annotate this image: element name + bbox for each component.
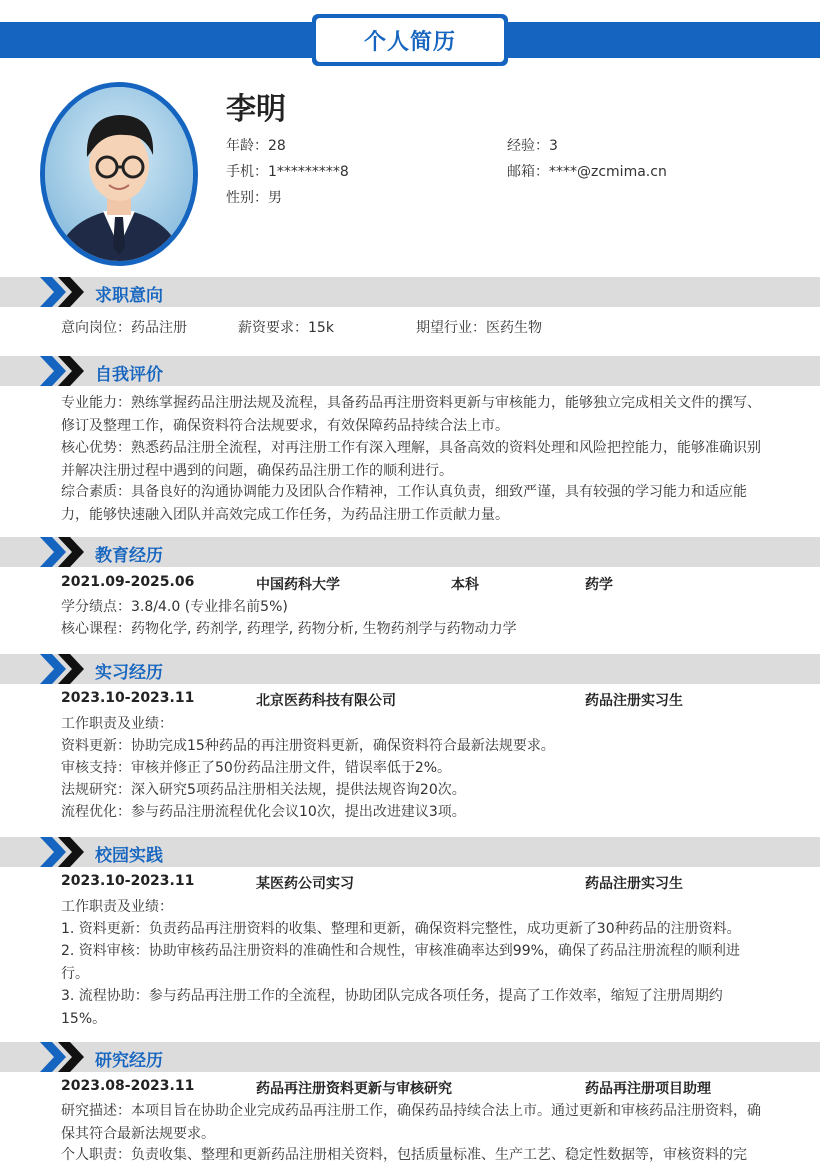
double-chevron-icon — [40, 537, 90, 567]
portrait-image — [45, 87, 193, 261]
internship-company: 北京医药科技有限公司 — [256, 693, 396, 709]
double-chevron-icon — [40, 1042, 90, 1072]
age-field — [226, 135, 286, 155]
email-label: 邮箱： — [507, 164, 549, 180]
internship-line: 资料更新：协助完成15种药品的再注册资料更新，确保资料符合最新法规要求。 — [61, 738, 555, 754]
research-description: 研究描述：本项目旨在协助企业完成药品再注册工作，确保药品持续合法上市。通过更新和审核药品注册资料，确保其符合最新法规要求。 — [61, 1103, 761, 1142]
section-internship — [0, 654, 820, 684]
campus-item: 1. 资料更新：负责药品再注册资料的收集、整理和更新，确保资料完整性，成功更新了30种药品的注册资料。 — [61, 921, 741, 937]
internship-line: 流程优化：参与药品注册流程优化会议10次，提出改进建议3项。 — [61, 804, 466, 820]
research-period: 2023.08-2023.11 — [61, 1078, 195, 1094]
self-eval-professional: 专业能力：熟练掌握药品注册法规及流程，具备药品再注册资料更新与审核能力，能够独立完成相关文件的撰写、修订及整理工作，确保资料符合法规要求，有效保障药品持续合法上市。 — [61, 395, 761, 434]
self-eval-strength: 核心优势：熟悉药品注册全流程，对再注册工作有深入理解，具备高效的资料处理和风险把控能力，能够准确识别并解决注册过程中遇到的问题，确保药品注册工作的顺利进行。 — [61, 440, 761, 479]
double-chevron-icon — [40, 277, 90, 307]
title-badge — [312, 14, 508, 66]
campus-item: 2. 资料审核：协助审核药品注册资料的准确性和合规性，审核准确率达到99%，确保了药品注册流程的顺利进行。 — [61, 943, 740, 982]
campus-period: 2023.10-2023.11 — [61, 873, 195, 889]
internship-role: 药品注册实习生 — [585, 693, 683, 709]
section-title: 研究经历 — [95, 1051, 163, 1071]
double-chevron-icon — [40, 837, 90, 867]
section-self-evaluation — [0, 356, 820, 386]
education-gpa: 学分绩点：3.8/4.0 (专业排名前5%) — [61, 599, 288, 615]
section-title: 自我评价 — [95, 365, 163, 385]
page-title: 个人简历 — [316, 18, 504, 62]
education-school: 中国药科大学 — [256, 577, 340, 593]
experience-value: 3 — [549, 138, 558, 154]
gender-label: 性别： — [226, 190, 268, 206]
campus-item: 3. 流程协助：参与药品再注册工作的全流程，协助团队完成各项任务，提高了工作效率，缩短了注册周期约15%。 — [61, 988, 723, 1027]
section-job-intent — [0, 277, 820, 307]
section-research — [0, 1042, 820, 1072]
gender-value: 男 — [268, 190, 282, 206]
double-chevron-icon — [40, 654, 90, 684]
experience-label: 经验： — [507, 138, 549, 154]
email-field — [507, 161, 667, 181]
research-duty: 个人职责：负责收集、整理和更新药品注册相关资料，包括质量标准、生产工艺、稳定性数据等，审核资料的完 — [61, 1147, 747, 1163]
section-title: 教育经历 — [95, 546, 163, 566]
campus-org: 某医药公司实习 — [256, 876, 354, 892]
campus-intro: 工作职责及业绩： — [61, 899, 173, 915]
education-period: 2021.09-2025.06 — [61, 574, 195, 590]
gender-field — [226, 187, 282, 207]
intent-industry: 期望行业：医药生物 — [416, 320, 542, 336]
education-major: 药学 — [585, 577, 613, 593]
education-courses: 核心课程：药物化学, 药剂学, 药理学, 药物分析, 生物药剂学与药物动力学 — [61, 621, 517, 637]
section-title: 实习经历 — [95, 663, 163, 683]
campus-role: 药品注册实习生 — [585, 876, 683, 892]
section-campus-practice — [0, 837, 820, 867]
age-value: 28 — [268, 138, 286, 154]
double-chevron-icon — [40, 356, 90, 386]
phone-field — [226, 161, 349, 181]
avatar — [40, 82, 198, 266]
age-label: 年龄： — [226, 138, 268, 154]
intent-position: 意向岗位：药品注册 — [61, 320, 187, 336]
phone-value: 1*********8 — [268, 164, 349, 180]
section-education — [0, 537, 820, 567]
experience-field — [507, 135, 558, 155]
intent-salary: 薪资要求：15k — [238, 320, 334, 336]
internship-period: 2023.10-2023.11 — [61, 690, 195, 706]
research-role: 药品再注册项目助理 — [585, 1081, 711, 1097]
section-title: 校园实践 — [95, 846, 163, 866]
person-name: 李明 — [226, 92, 286, 127]
section-title: 求职意向 — [95, 286, 163, 306]
research-project: 药品再注册资料更新与审核研究 — [256, 1081, 452, 1097]
internship-line: 工作职责及业绩： — [61, 716, 173, 732]
email-value: ****@zcmima.cn — [549, 164, 667, 180]
internship-line: 法规研究：深入研究5项药品注册相关法规，提供法规咨询20次。 — [61, 782, 466, 798]
self-eval-quality: 综合素质：具备良好的沟通协调能力及团队合作精神，工作认真负责，细致严谨，具有较强的学习能力和适应能力，能够快速融入团队并高效完成工作任务，为药品注册工作贡献力量。 — [61, 484, 747, 523]
phone-label: 手机： — [226, 164, 268, 180]
education-degree: 本科 — [451, 577, 479, 593]
internship-line: 审核支持：审核并修正了50份药品注册文件，错误率低于2%。 — [61, 760, 452, 776]
